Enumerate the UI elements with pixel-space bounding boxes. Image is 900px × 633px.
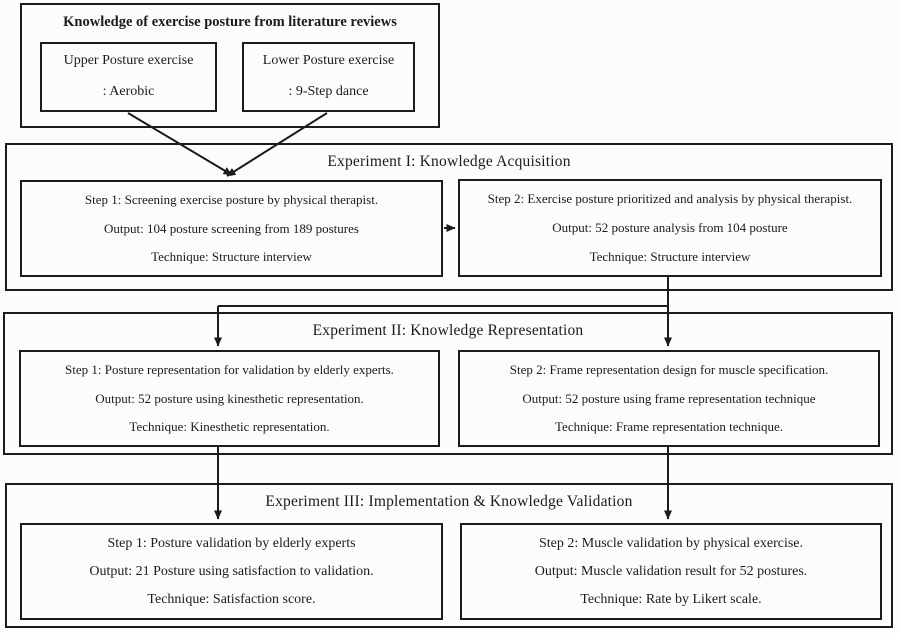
technique-text: Technique: Structure interview (151, 249, 312, 265)
step-text: Step 1: Screening exercise posture by physical therapist. (84, 192, 379, 207)
step-text: Step 1: Posture validation by elderly experts (107, 536, 356, 551)
technique-text: Technique: Structure interview (589, 249, 751, 265)
lower-posture-title: Lower Posture exercise (262, 53, 395, 68)
upper-posture-subtitle: : Aerobic (102, 84, 155, 99)
output-text: Output: 52 posture using frame representation technique (522, 390, 816, 406)
lower-posture-subtitle: : 9-Step dance (288, 84, 369, 99)
output-text: Output: 21 Posture using satisfaction to validation. (89, 563, 374, 579)
experiment-1-step-1-box (20, 180, 443, 277)
lower-posture-box (242, 42, 415, 112)
experiment-3-title: Experiment III: Implementation & Knowledge Validation (265, 493, 633, 510)
technique-text: Technique: Satisfaction score. (147, 591, 316, 607)
experiment-3-step-2-box (460, 523, 882, 620)
output-text: Output: 52 posture using kinesthetic representation. (95, 390, 364, 406)
step-text: Step 2: Muscle validation by physical exercise. (539, 536, 803, 551)
experiment-1-step-2-box (458, 179, 882, 277)
experiment-2-title: Experiment II: Knowledge Representation (312, 322, 584, 339)
experiment-2-step-2-box (458, 350, 880, 447)
experiment-1-title: Experiment I: Knowledge Acquisition (327, 153, 571, 170)
literature-title: Knowledge of exercise posture from literature reviews (63, 14, 397, 30)
technique-text: Technique: Frame representation technique. (555, 419, 783, 435)
output-text: Output: Muscle validation result for 52 postures. (534, 563, 808, 579)
step-text: Step 2: Frame representation design for muscle specification. (509, 362, 829, 377)
technique-text: Technique: Rate by Likert scale. (580, 591, 762, 607)
upper-posture-title: Upper Posture exercise (63, 53, 194, 68)
technique-text: Technique: Kinesthetic representation. (129, 419, 330, 435)
experiment-3-step-1-box (20, 523, 443, 620)
output-text: Output: 104 posture screening from 189 postures (104, 220, 359, 236)
step-text: Step 1: Posture representation for validation by elderly experts. (65, 362, 394, 377)
experiment-2-step-1-box (19, 350, 440, 447)
output-text: Output: 52 posture analysis from 104 posture (552, 220, 788, 236)
upper-posture-box (40, 42, 217, 112)
step-text: Step 2: Exercise posture prioritized and analysis by physical therapist. (487, 191, 853, 206)
